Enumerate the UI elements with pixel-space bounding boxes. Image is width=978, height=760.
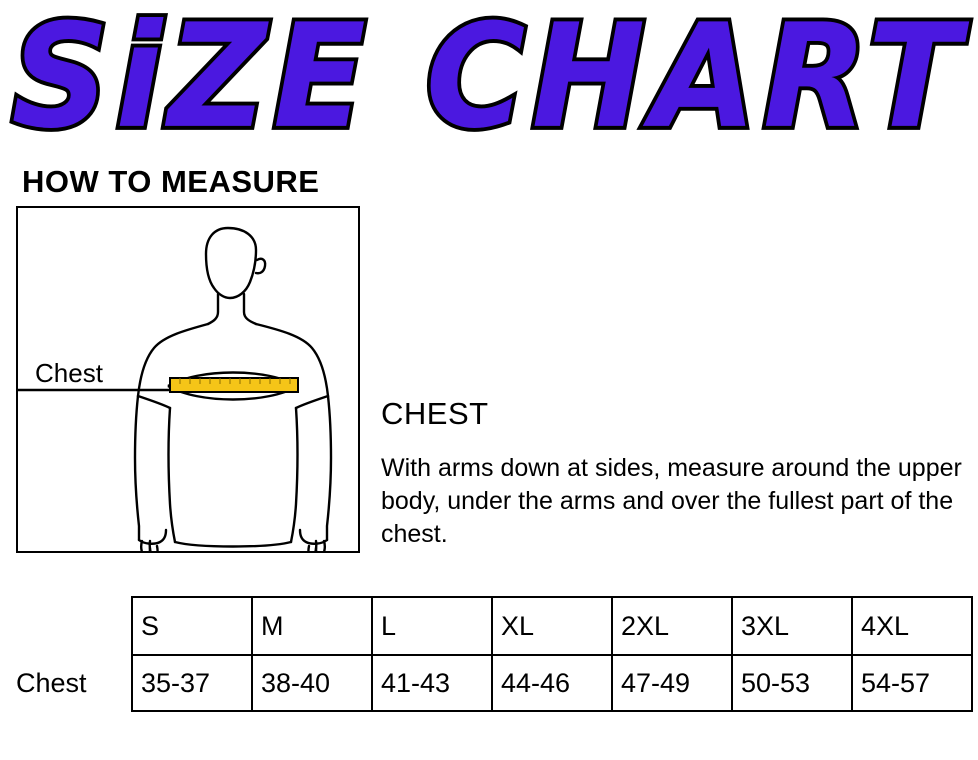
table-header-size-m: M [252,597,372,655]
table-header-size-4xl: 4XL [852,597,972,655]
size-chart-table [8,596,973,712]
chest-callout-label: Chest [35,358,103,388]
table-row [8,655,972,711]
table-cell-chest-2xl: 47-49 [612,655,732,711]
table-corner-cell [8,597,132,655]
table-header-row [8,597,972,655]
how-to-measure-heading: HOW TO MEASURE [22,164,320,199]
table-cell-chest-l: 41-43 [372,655,492,711]
table-header-size-l: L [372,597,492,655]
table-header-size-xl: XL [492,597,612,655]
description-heading: CHEST [381,396,489,431]
table-row-label-chest: Chest [8,655,132,711]
table-cell-chest-m: 38-40 [252,655,372,711]
page-title-banner [0,0,978,161]
table-header-size-3xl: 3XL [732,597,852,655]
table-cell-chest-4xl: 54-57 [852,655,972,711]
table-header-size-s: S [132,597,252,655]
description-body: With arms down at sides, measure around the upper body, under the arms and over the fullest part of the chest. [381,454,962,548]
table-cell-chest-xl: 44-46 [492,655,612,711]
table-cell-chest-s: 35-37 [132,655,252,711]
table-cell-chest-3xl: 50-53 [732,655,852,711]
tape-measure-icon [168,373,298,400]
page-title: SiZE CHART [11,0,967,161]
table-header-size-2xl: 2XL [612,597,732,655]
